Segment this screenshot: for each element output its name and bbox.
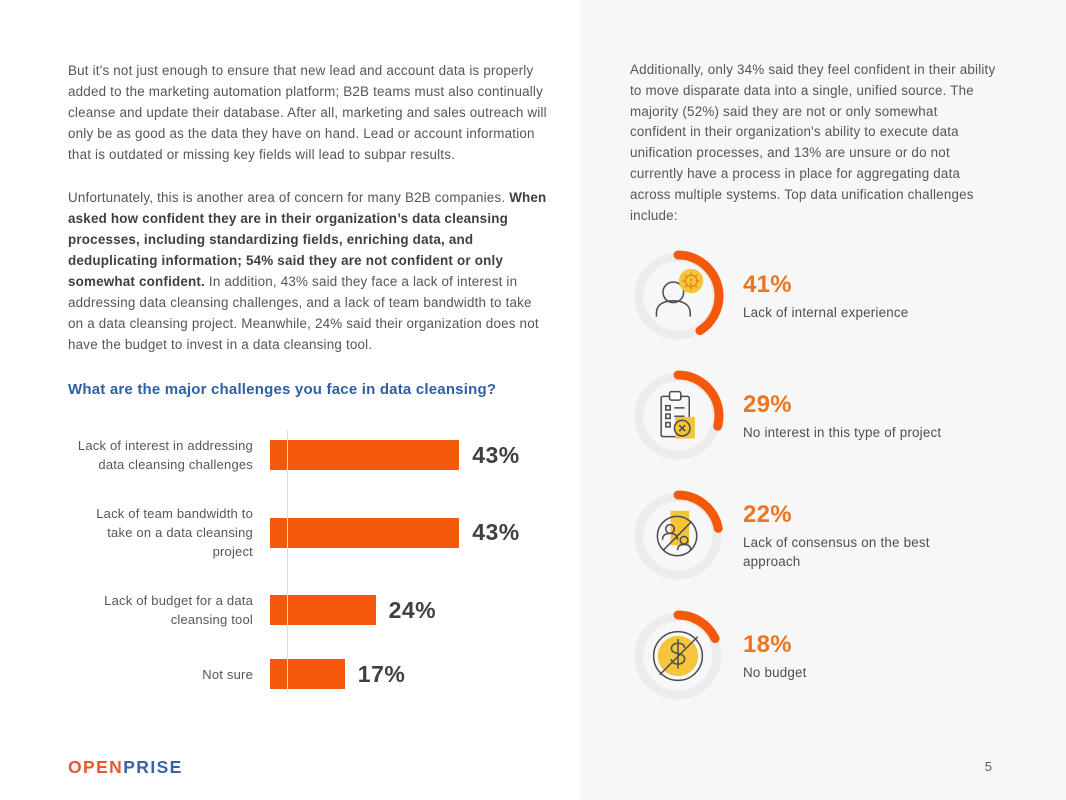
bar-zone (270, 518, 520, 548)
bar (270, 659, 345, 689)
bar-row (68, 504, 568, 561)
unification-challenges-stat-list (630, 248, 1066, 704)
stat-item (630, 368, 1066, 464)
bar-value-label: 24% (388, 596, 437, 623)
chart-title: What are the major challenges you face in data cleansing? (68, 381, 497, 398)
donut-progress-ring (630, 368, 726, 464)
stat-text (743, 271, 958, 322)
bar (270, 440, 459, 470)
stat-percentage: 18% (743, 630, 792, 658)
stat-item (630, 488, 1066, 584)
bar (270, 595, 376, 625)
stat-text (743, 501, 958, 571)
donut-progress-ring (630, 248, 726, 344)
challenges-bar-chart (68, 436, 568, 689)
stat-percentage: 29% (743, 390, 792, 418)
paragraph-confidence-rest: In addition, 43% said they face a lack of interest in addressing data cleansing challenges, and a lack of team bandwidth to take on a data cleansing project. Meanwhile, 24% said their organization does not have the budget to invest in a data cleansing tool. (68, 274, 539, 352)
bar-rows (68, 436, 568, 689)
stat-text (743, 631, 958, 682)
bar-value-label: 17% (357, 660, 406, 687)
stat-item (630, 248, 1066, 344)
stat-label: Lack of consensus on the best approach (743, 535, 930, 570)
paragraph-data-unification: Additionally, only 34% said they feel confident in their ability to move disparate data into a single, unified source. The majority (52%) said they are not or only somewhat confident in their organization's ability to execute data unification processes, and 13% are unsure or do not currently have a process in place for aggregating data across multiple systems. Top data unification challenges include: (630, 62, 996, 223)
no-consensus-people-icon (648, 506, 708, 566)
chart-axis-line (287, 430, 288, 693)
stat-percentage: 22% (743, 501, 792, 529)
stat-item (630, 608, 1066, 704)
bar-zone (270, 595, 436, 625)
paragraph-confidence (68, 187, 550, 355)
stat-text (743, 391, 958, 442)
no-budget-dollar-icon (648, 626, 708, 686)
logo-text-open: OPEN (68, 757, 124, 777)
paragraph-confidence-bold: When asked how confident they are in their organization’s data cleansing processes, including standardizing fields, enriching data, and deduplicating information; 54% said they are not confident or only somewhat confident. (68, 190, 547, 289)
paragraph-confidence-intro: Unfortunately, this is another area of concern for many B2B companies. (68, 190, 510, 205)
stat-label: Lack of internal experience (743, 304, 909, 320)
bar-row (68, 659, 568, 689)
person-gear-warning-icon (648, 266, 708, 326)
bar-zone (270, 440, 520, 470)
bar (270, 518, 459, 548)
logo-text-prise: PRISE (123, 757, 183, 777)
bar-category-label: Lack of budget for a data cleansing tool (104, 593, 253, 627)
stat-label: No interest in this type of project (743, 424, 942, 440)
right-page (580, 0, 1066, 800)
clipboard-x-icon (648, 386, 708, 446)
bar-category-label: Not sure (202, 666, 253, 682)
donut-progress-ring (630, 608, 726, 704)
bar-row (68, 436, 568, 474)
bar-category-label: Lack of team bandwidth to take on a data cleansing project (96, 506, 253, 559)
bar-category-label: Lack of interest in addressing data cleansing challenges (77, 438, 253, 472)
stat-label: No budget (743, 664, 807, 680)
openprise-logo (68, 757, 183, 778)
page-number: 5 (984, 759, 992, 774)
bar-row (68, 591, 568, 629)
paragraph-lead-account-data: But it's not just enough to ensure that new lead and account data is properly added to the marketing automation platform; B2B teams must also continually cleanse and update their database. After all, marketing and sales outreach will only be as good as the data they have on hand. Lead or account information that is outdated or missing key fields will lead to subpar results. (68, 63, 547, 162)
bar-value-label: 43% (472, 441, 520, 468)
bar-value-label: 43% (472, 519, 520, 545)
donut-progress-ring (630, 488, 726, 584)
bar-zone (270, 659, 405, 689)
stat-percentage: 41% (743, 270, 792, 298)
